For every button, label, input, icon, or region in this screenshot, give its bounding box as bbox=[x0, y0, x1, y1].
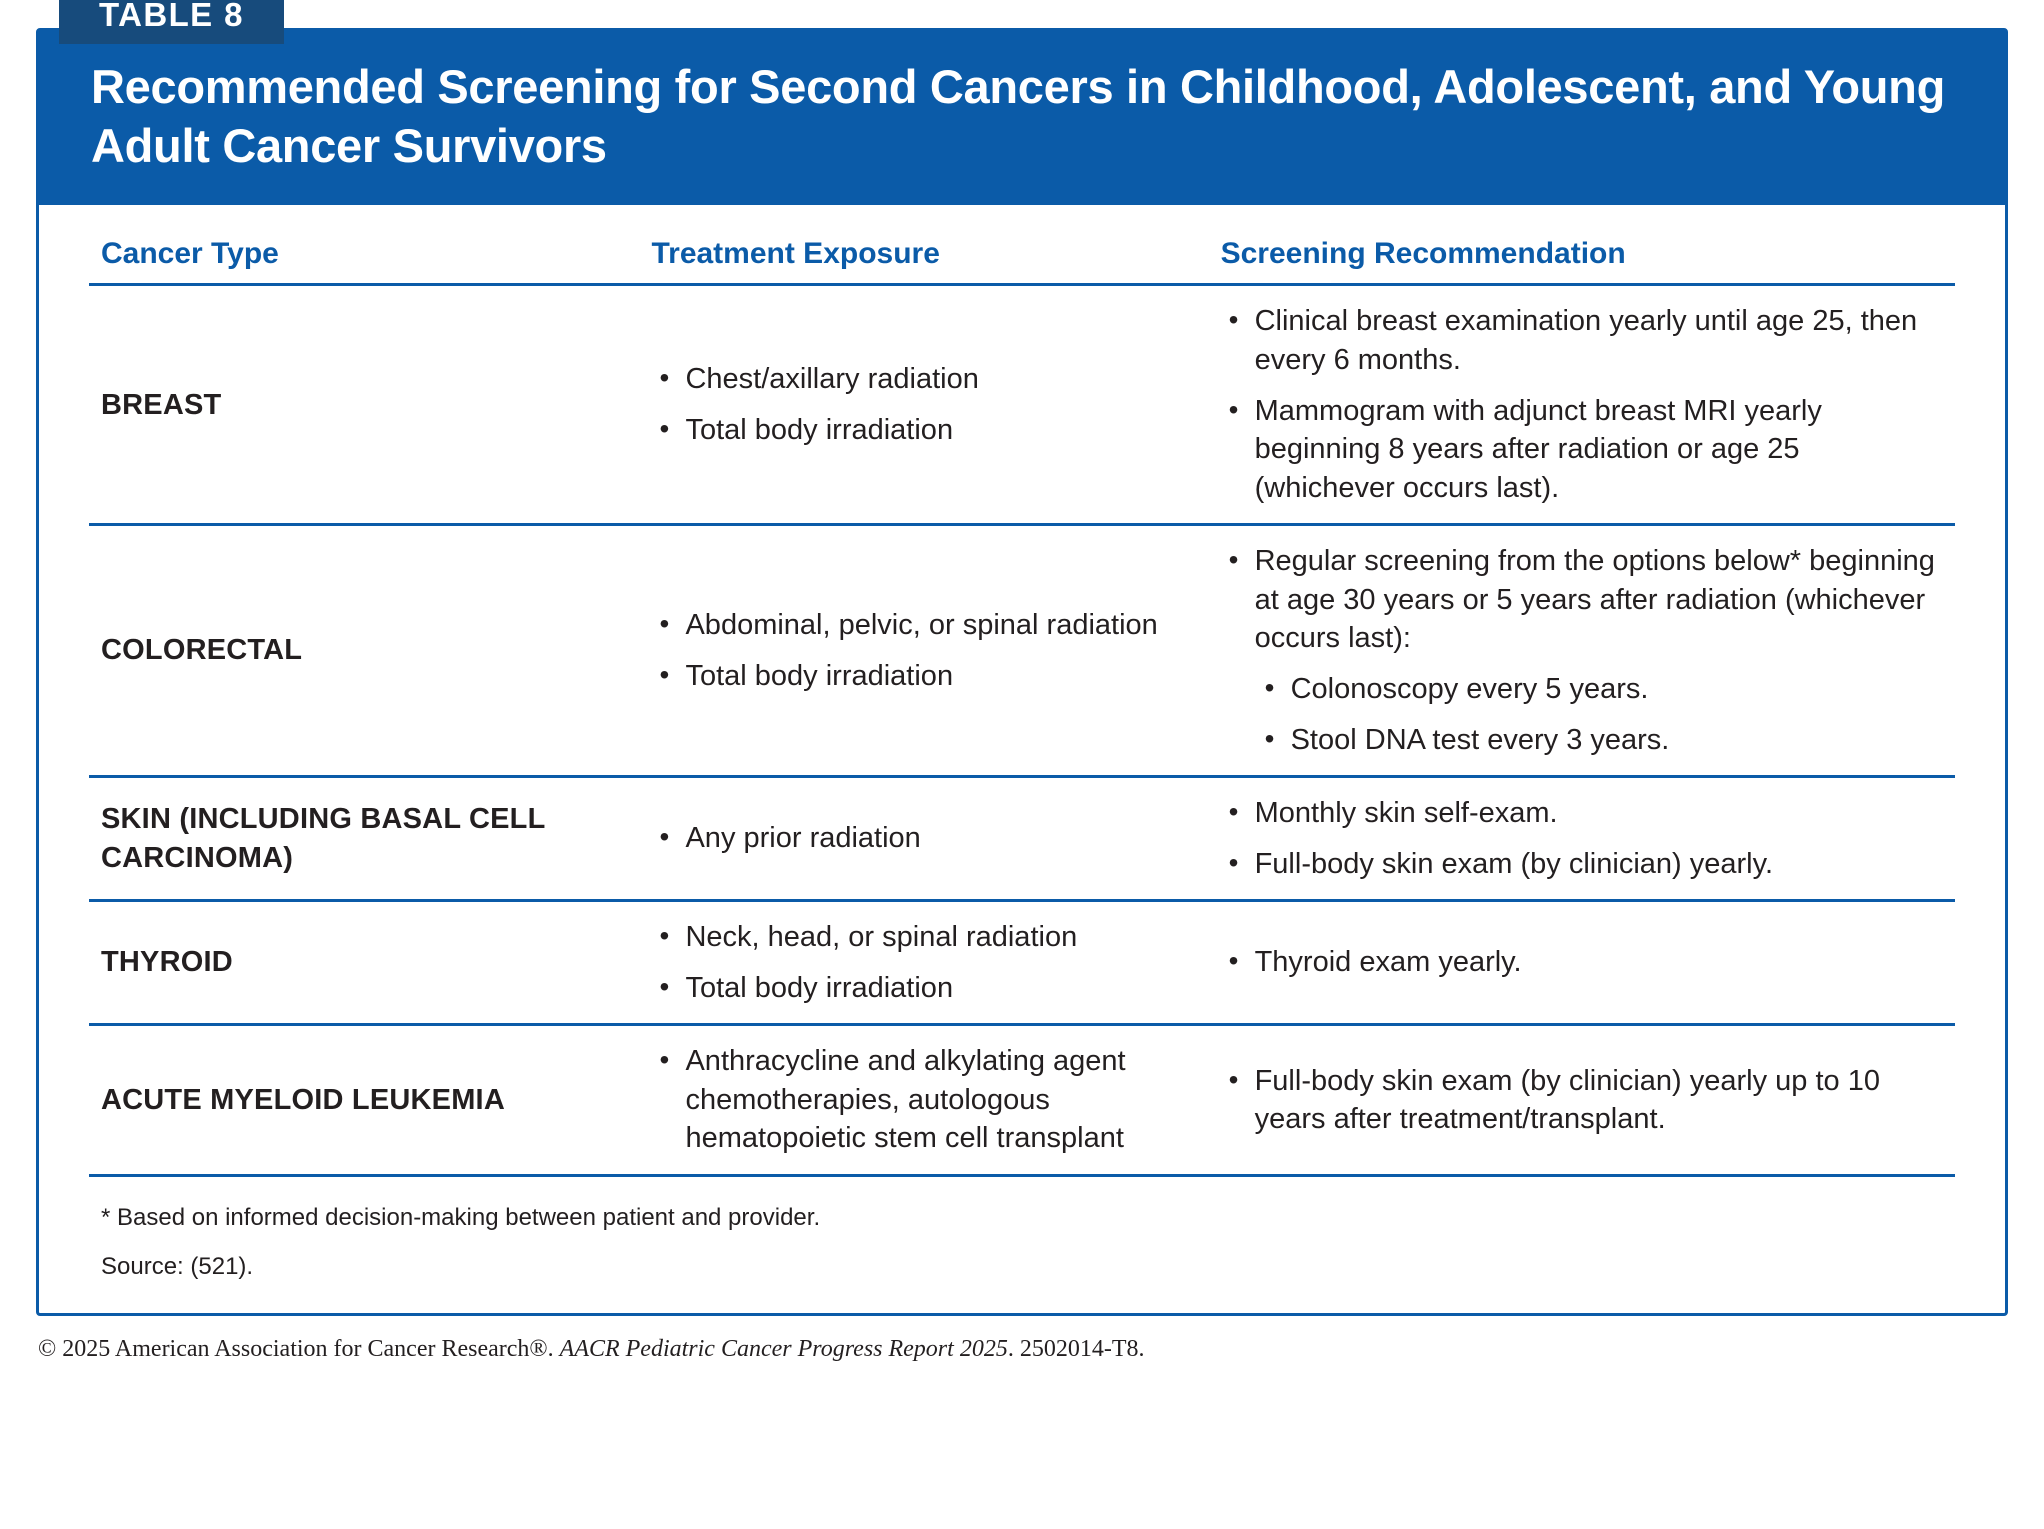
list-item: • Monthly skin self-exam. bbox=[1221, 794, 1945, 833]
cell-screening-recommendation bbox=[1209, 777, 1955, 901]
list-item: • Thyroid exam yearly. bbox=[1221, 943, 1945, 982]
table-row bbox=[89, 525, 1955, 777]
page-title: Recommended Screening for Second Cancers in Childhood, Adolescent, and Young Adult Cancer Survivors bbox=[91, 60, 1945, 173]
sub-recommendation-list bbox=[1255, 670, 1945, 759]
table-card bbox=[36, 0, 2008, 1316]
cell-cancer-type: COLORECTAL bbox=[89, 525, 639, 777]
cell-treatment-exposure bbox=[639, 525, 1208, 777]
recommendation-list bbox=[1221, 1062, 1945, 1139]
cell-treatment-exposure bbox=[639, 285, 1208, 525]
report-title: AACR Pediatric Cancer Progress Report 2025 bbox=[559, 1336, 1008, 1363]
list-item: • Mammogram with adjunct breast MRI yearly beginning 8 years after radiation or age 25 (whichever occurs last). bbox=[1221, 392, 1945, 508]
cell-screening-recommendation bbox=[1209, 285, 1955, 525]
cell-screening-recommendation bbox=[1209, 901, 1955, 1025]
list-item: • Neck, head, or spinal radiation bbox=[651, 918, 1198, 957]
column-header-cancer-type: Cancer Type bbox=[89, 231, 639, 285]
list-item: • Full-body skin exam (by clinician) yearly up to 10 years after treatment/transplant. bbox=[1221, 1062, 1945, 1139]
list-item: • Total body irradiation bbox=[651, 657, 1198, 696]
footnote: * Based on informed decision-making between patient and provider. bbox=[101, 1204, 821, 1231]
cell-treatment-exposure bbox=[639, 901, 1208, 1025]
cell-cancer-type: SKIN (INCLUDING BASAL CELL CARCINOMA) bbox=[89, 777, 639, 901]
table-row bbox=[89, 1025, 1955, 1176]
table-number-tab: TABLE 8 bbox=[59, 0, 284, 44]
list-item: • Stool DNA test every 3 years. bbox=[1255, 721, 1945, 760]
exposure-list bbox=[651, 606, 1198, 695]
registered-mark-icon: ® bbox=[529, 1336, 548, 1363]
table-notes bbox=[89, 1177, 1955, 1291]
recommendation-list bbox=[1221, 302, 1945, 507]
screening-table bbox=[89, 231, 1955, 1177]
list-item: • Colonoscopy every 5 years. bbox=[1255, 670, 1945, 709]
recommendation-list bbox=[1221, 542, 1945, 759]
cell-treatment-exposure bbox=[639, 1025, 1208, 1176]
copyright-prefix: © 2025 American Association for Cancer Research bbox=[38, 1336, 530, 1363]
document-id: 2502014-T8. bbox=[1019, 1336, 1145, 1363]
exposure-list bbox=[651, 1042, 1198, 1158]
list-item-text: Regular screening from the options below* beginning at age 30 years or 5 years after radiation (whichever occurs last): bbox=[1254, 545, 1935, 655]
table-title-band bbox=[39, 31, 2005, 205]
cell-cancer-type: BREAST bbox=[89, 285, 639, 525]
list-item: • Chest/axillary radiation bbox=[651, 360, 1198, 399]
exposure-list bbox=[651, 360, 1198, 449]
column-header-screening-recommendation: Screening Recommendation bbox=[1209, 231, 1955, 285]
source-note: Source: (521). bbox=[101, 1253, 254, 1281]
list-item: • Clinical breast examination yearly until age 25, then every 6 months. bbox=[1221, 302, 1945, 379]
table-row bbox=[89, 777, 1955, 901]
list-item: • Any prior radiation bbox=[651, 819, 1198, 858]
copyright-line: © 2025 American Association for Cancer Research®. AACR Pediatric Cancer Progress Report 2025. 2502014-T8. bbox=[38, 1336, 1145, 1363]
list-item: • Full-body skin exam (by clinician) yearly. bbox=[1221, 845, 1945, 884]
cell-cancer-type: ACUTE MYELOID LEUKEMIA bbox=[89, 1025, 639, 1176]
column-header-treatment-exposure: Treatment Exposure bbox=[639, 231, 1208, 285]
list-item: • Total body irradiation bbox=[651, 969, 1198, 1008]
table-row bbox=[89, 901, 1955, 1025]
list-item: • Abdominal, pelvic, or spinal radiation bbox=[651, 606, 1198, 645]
cell-screening-recommendation bbox=[1209, 1025, 1955, 1176]
list-item: • Anthracycline and alkylating agent chemotherapies, autologous hematopoietic stem cell transplant bbox=[651, 1042, 1198, 1158]
cell-treatment-exposure bbox=[639, 777, 1208, 901]
table-row bbox=[89, 285, 1955, 525]
list-item: • Total body irradiation bbox=[651, 411, 1198, 450]
cell-screening-recommendation bbox=[1209, 525, 1955, 777]
recommendation-list bbox=[1221, 943, 1945, 982]
exposure-list bbox=[651, 819, 1198, 858]
cell-cancer-type: THYROID bbox=[89, 901, 639, 1025]
table-body bbox=[39, 205, 2005, 1313]
exposure-list bbox=[651, 918, 1198, 1007]
recommendation-list bbox=[1221, 794, 1945, 883]
list-item bbox=[1221, 542, 1945, 759]
table-header-row bbox=[89, 231, 1955, 285]
